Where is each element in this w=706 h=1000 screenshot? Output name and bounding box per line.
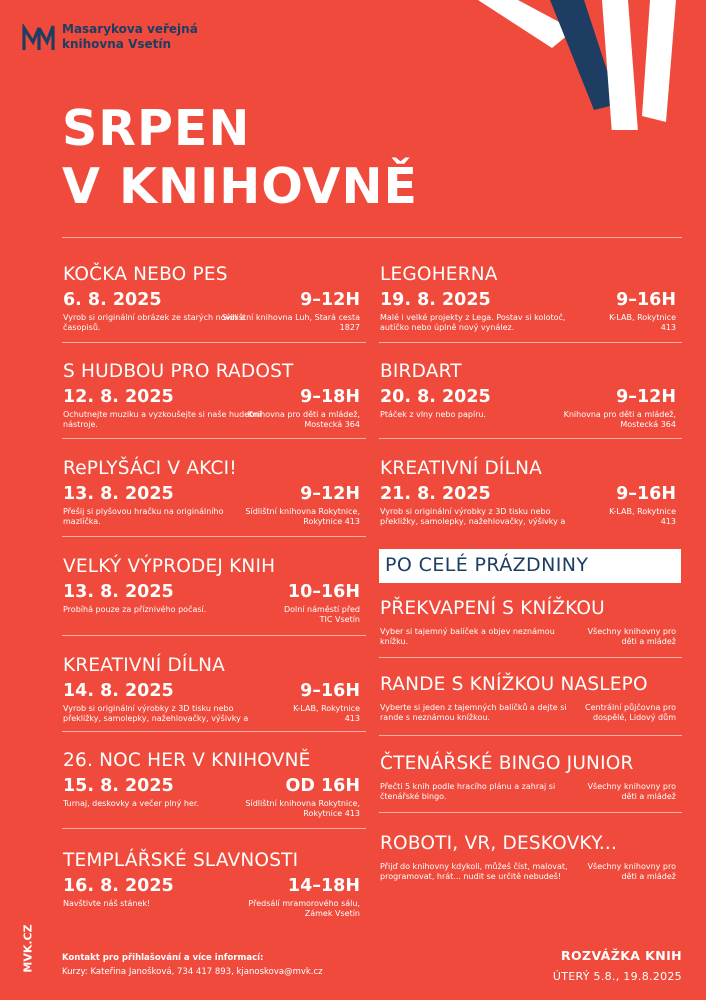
event-title: VELKÝ VÝPRODEJ KNIH	[63, 556, 276, 577]
event-place: K-LAB, Rokytnice 413	[293, 704, 360, 723]
event-description: Vyberte si jeden z tajemných balíčků a dejte si rande s neznámou knížkou.	[380, 703, 567, 722]
divider	[62, 536, 366, 537]
event-description: Malé i velké projekty z Lega. Postav si kolotoč, autíčko nebo úplně nový vynález.	[380, 313, 566, 332]
event-description: Vyber si tajemný balíček a objev neznámou knížku.	[380, 627, 555, 646]
event-date: 15. 8. 2025	[63, 776, 174, 796]
page-title-line1: SRPEN	[62, 100, 251, 157]
event-title: KREATIVNÍ DÍLNA	[380, 458, 542, 479]
side-website-label	[18, 924, 38, 978]
event-date: 19. 8. 2025	[380, 290, 491, 310]
holiday-banner-text: PO CELÉ PRÁZDNINY	[385, 554, 589, 576]
library-name-line2: knihovna Vsetín	[62, 37, 172, 51]
event-date: 14. 8. 2025	[63, 681, 174, 701]
event-description: Probíhá pouze za příznivého počasí.	[63, 605, 207, 614]
event-description: Ptáček z vlny nebo papíru.	[380, 410, 487, 419]
event-place: Sídlištní knihovna Rokytnice, Rokytnice 413	[245, 799, 360, 818]
event-place: Všechny knihovny pro děti a mládež	[587, 782, 676, 801]
holiday-banner	[379, 549, 681, 583]
divider	[62, 635, 366, 636]
decorative-rays-graphic	[466, 0, 706, 130]
divider	[62, 828, 366, 829]
event-description: Přijď do knihovny kdykoli, můžeš číst, malovat, programovat, hrát... nudit se určitě nebudeš!	[380, 862, 568, 881]
event-place: Všechny knihovny pro děti a mládež	[587, 627, 676, 646]
event-description: Přešij si plyšovou hračku na originálního mazlíčka.	[63, 507, 224, 526]
event-title: RePLYŠÁCI V AKCI!	[63, 458, 237, 479]
event-title: KREATIVNÍ DÍLNA	[63, 655, 225, 676]
library-name	[62, 22, 198, 52]
event-description: Přečti 5 knih podle hracího plánu a zahraj si čtenářské bingo.	[380, 782, 556, 801]
contact-text: Kurzy: Kateřina Janošková, 734 417 893, kjanoskova@mvk.cz	[62, 967, 323, 977]
title-divider	[62, 237, 682, 238]
page-title-line2: V KNIHOVNĚ	[62, 158, 418, 215]
divider	[379, 812, 682, 813]
divider	[62, 731, 366, 732]
event-date: 12. 8. 2025	[63, 387, 174, 407]
event-place: Knihovna pro děti a mládež, Mostecká 364	[563, 410, 676, 429]
event-place: K-LAB, Rokytnice 413	[609, 507, 676, 526]
divider	[62, 342, 366, 343]
event-place: Předsálí mramorového sálu, Zámek Vsetín	[248, 899, 360, 918]
event-time: 9–16H	[616, 290, 676, 310]
event-description: Navštivte náš stánek!	[63, 899, 151, 908]
event-time: 14–18H	[287, 876, 360, 896]
event-date: 21. 8. 2025	[380, 484, 491, 504]
event-title: KOČKA NEBO PES	[63, 264, 228, 285]
event-place: Knihovna pro děti a mládež, Mostecká 364	[247, 410, 360, 429]
event-description: Vyrob si originální výrobky z 3D tisku nebo překližky, samolepky, nažehlovačky, výšivky a	[63, 704, 249, 723]
rozvazka-heading: ROZVÁŽKA KNIH	[560, 948, 682, 963]
event-place: Centrální půjčovna pro dospělé, Lidový dům	[585, 703, 676, 722]
event-title: 26. NOC HER V KNIHOVNĚ	[63, 750, 311, 771]
event-title: RANDE S KNÍŽKOU NASLEPO	[380, 674, 648, 695]
contact-heading: Kontakt pro přihlašování a více informací:	[62, 953, 264, 963]
library-logo	[22, 22, 212, 58]
event-time: 10–16H	[287, 582, 360, 602]
rozvazka-dates: ÚTERÝ 5.8., 19.8.2025	[552, 970, 682, 983]
event-place: K-LAB, Rokytnice 413	[609, 313, 676, 332]
event-description: Turnaj, deskovky a večer plný her.	[63, 799, 199, 808]
event-time: 9–16H	[300, 681, 360, 701]
event-place: Sídlištní knihovna Rokytnice, Rokytnice 413	[245, 507, 360, 526]
event-description: Vyrob si originální výrobky z 3D tisku nebo překližky, samolepky, nažehlovačky, výšivky a	[380, 507, 566, 526]
library-logo-icon	[22, 24, 56, 52]
event-title: PŘEKVAPENÍ S KNÍŽKOU	[380, 598, 605, 619]
event-title: LEGOHERNA	[380, 264, 498, 285]
divider	[379, 438, 682, 439]
event-description: Ochutnejte muziku a vyzkoušejte si naše hudební nástroje.	[63, 410, 262, 429]
divider	[62, 438, 366, 439]
event-title: BIRDART	[380, 361, 462, 382]
event-place: Všechny knihovny pro děti a mládež	[587, 862, 676, 881]
event-date: 20. 8. 2025	[380, 387, 491, 407]
event-date: 6. 8. 2025	[63, 290, 162, 310]
event-place: Dolní náměstí před TIC Vsetín	[283, 605, 360, 624]
event-time: 9–18H	[300, 387, 360, 407]
event-time: 9–12H	[300, 290, 360, 310]
event-title: S HUDBOU PRO RADOST	[63, 361, 294, 382]
event-time: OD 16H	[285, 776, 360, 796]
divider	[379, 735, 682, 736]
event-place: Sídlištní knihovna Luh, Stará cesta 1827	[221, 313, 360, 332]
event-date: 13. 8. 2025	[63, 484, 174, 504]
event-description: Vyrob si originální obrázek ze starých novin a časopisů.	[63, 313, 246, 332]
event-time: 9–12H	[300, 484, 360, 504]
library-name-line1: Masarykova veřejná	[62, 22, 198, 36]
event-title: ROBOTI, VR, DESKOVKY...	[380, 833, 618, 854]
event-title: ČTENÁŘSKÉ BINGO JUNIOR	[380, 753, 634, 774]
event-title: TEMPLÁŘSKÉ SLAVNOSTI	[63, 850, 299, 871]
side-website-text: MVK.CZ	[21, 924, 35, 973]
event-date: 13. 8. 2025	[63, 582, 174, 602]
divider	[379, 657, 682, 658]
event-date: 16. 8. 2025	[63, 876, 174, 896]
event-time: 9–12H	[616, 387, 676, 407]
divider	[379, 342, 682, 343]
event-time: 9–16H	[616, 484, 676, 504]
